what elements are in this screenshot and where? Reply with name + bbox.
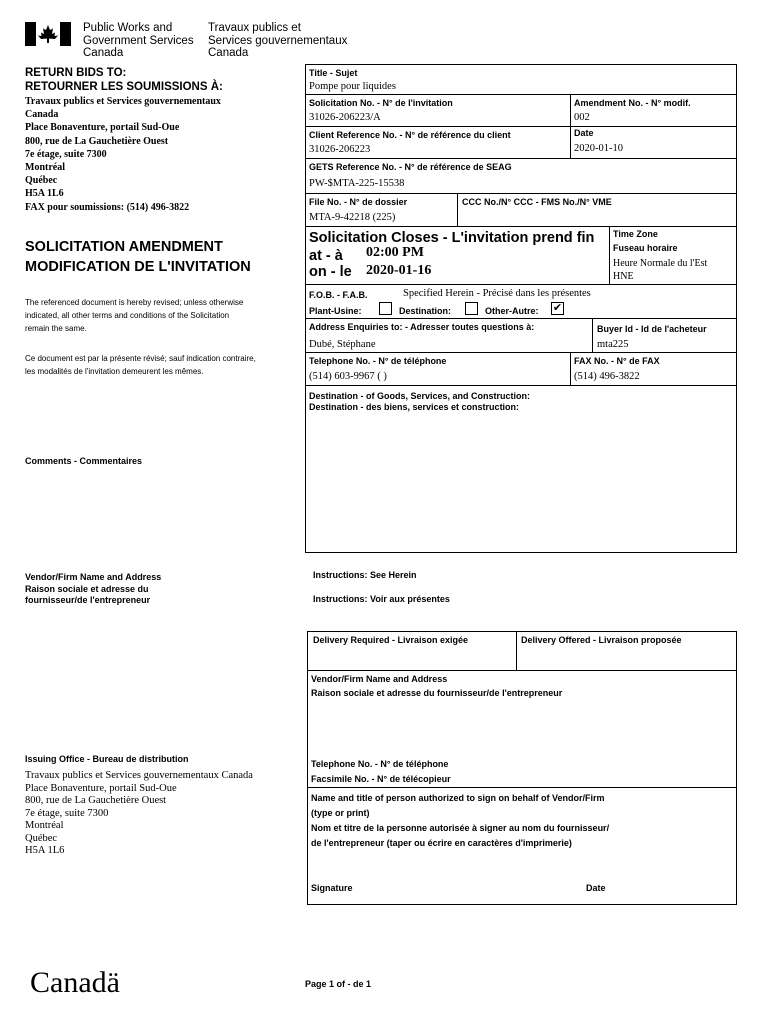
- signature-label: Signature: [311, 883, 353, 893]
- closing-time-value: 02:00 PM: [366, 245, 424, 260]
- return-bids-address: [25, 95, 295, 214]
- amendment-no-value: 002: [574, 112, 590, 123]
- return-bids-block: [25, 66, 295, 214]
- destination-label: Destination:: [399, 306, 452, 316]
- solicitation-closes-heading: Solicitation Closes - L'invitation prend fin: [309, 230, 595, 246]
- plant-usine-label: Plant-Usine:: [309, 306, 362, 316]
- department-name-fr: [208, 22, 347, 60]
- address-enquiries-label: Address Enquiries to: - Adresser toutes questions à:: [309, 322, 535, 332]
- canada-wordmark: Canadä: [30, 966, 120, 999]
- date-label: Date: [574, 128, 594, 138]
- dept-fr-line: Services gouvernementaux: [208, 34, 348, 47]
- address-line: Place Bonaventure, portail Sud-Oue: [25, 122, 180, 134]
- title-label: Title - Sujet: [309, 68, 358, 78]
- instructions-en: Instructions: See Herein: [313, 570, 417, 580]
- auth-line: de l'entrepreneur (taper ou écrire en caractères d'imprimerie): [311, 838, 572, 848]
- vendor-label-line: fournisseur/de l'entrepreneur: [25, 595, 151, 605]
- address-line: Canada: [25, 109, 59, 121]
- solicitation-no-label: Solicitation No. - N° de l'invitation: [309, 98, 453, 108]
- address-line: 7e étage, suite 7300: [25, 148, 107, 160]
- time-zone-label-en: Time Zone: [613, 229, 658, 239]
- buyer-id-label: Buyer Id - Id de l'acheteur: [597, 324, 707, 334]
- notice-line: les modalités de l'invitation demeurent les mêmes.: [25, 367, 204, 376]
- address-line: H5A 1L6: [25, 188, 64, 200]
- client-ref-label: Client Reference No. - N° de référence du client: [309, 130, 511, 140]
- gets-ref-label: GETS Reference No. - N° de référence de SEAG: [309, 162, 512, 172]
- address-line: H5A 1L6: [25, 845, 65, 856]
- signature-date-label: Date: [586, 883, 606, 893]
- return-bids-title-en: RETURN BIDS TO:: [25, 67, 127, 79]
- ccc-no-label: CCC No./N° CCC - FMS No./N° VME: [462, 197, 612, 207]
- document-title-en: SOLICITATION AMENDMENT: [25, 239, 223, 255]
- address-line: Travaux publics et Services gouvernementaux: [25, 96, 221, 107]
- time-zone-value: Heure Normale du l'Est: [613, 258, 708, 269]
- comments-label: Comments - Commentaires: [25, 456, 143, 466]
- issuing-office-block: [25, 754, 253, 858]
- auth-line: Name and title of person authorized to sign on behalf of Vendor/Firm: [311, 793, 605, 803]
- address-line: Montréal: [25, 162, 65, 174]
- destination-goods-label-fr: Destination - des biens, services et construction:: [309, 402, 520, 412]
- issuing-office-address: [25, 770, 253, 858]
- vendor-address-label: [25, 572, 161, 607]
- address-line: 7e étage, suite 7300: [25, 807, 109, 819]
- address-line: Québec: [25, 175, 58, 187]
- document-title: [25, 237, 251, 277]
- other-autre-label: Other-Autre:: [485, 306, 539, 316]
- document-title-fr: MODIFICATION DE L'INVITATION: [25, 259, 251, 275]
- address-line: Place Bonaventure, portail Sud-Oue: [25, 782, 177, 794]
- address-enquiries-value: Dubé, Stéphane: [309, 339, 376, 350]
- auth-line: Nom et titre de la personne autorisée à signer au nom du fournisseur/: [311, 823, 610, 833]
- return-bids-title-fr: RETOURNER LES SOUMISSIONS À:: [25, 81, 223, 93]
- date-value: 2020-01-10: [574, 143, 623, 154]
- notice-line: indicated, all other terms and conditions of the Solicitation: [25, 311, 230, 320]
- closes-on-label: on - le: [309, 264, 352, 280]
- vendor-label-line: Raison sociale et adresse du: [25, 583, 149, 594]
- notice-line: Ce document est par la présente révisé; sauf indication contraire,: [25, 354, 256, 363]
- page-number: Page 1 of - de 1: [305, 979, 372, 989]
- plant-usine-checkbox[interactable]: [379, 302, 392, 315]
- address-line: 800, rue de La Gauchetière Ouest: [25, 135, 169, 147]
- other-autre-checkbox[interactable]: ✔: [552, 302, 563, 314]
- revision-notice-fr: [25, 352, 256, 378]
- notice-line: remain the same.: [25, 324, 87, 333]
- vendor-facsimile-label: Facsimile No. - N° de télécopieur: [311, 774, 451, 784]
- address-line: 800, rue de La Gauchetière Ouest: [25, 795, 167, 806]
- vendor-label-line: Vendor/Firm Name and Address: [25, 572, 162, 582]
- vendor-address-label-fr: Raison sociale et adresse du fournisseur/de l'entrepreneur: [311, 688, 563, 698]
- address-line: Montréal: [25, 820, 64, 831]
- destination-goods-label-en: Destination - of Goods, Services, and Construction:: [309, 391, 531, 401]
- auth-line: (type or print): [311, 808, 370, 818]
- department-name-en: [83, 22, 194, 60]
- dept-en-line: Canada: [83, 47, 124, 59]
- delivery-required-label: Delivery Required - Livraison exigée: [313, 635, 469, 645]
- time-zone-label-fr: Fuseau horaire: [613, 243, 678, 253]
- solicitation-no-value: 31026-206223/A: [309, 112, 381, 123]
- file-no-value: MTA-9-42218 (225): [309, 212, 396, 223]
- issuing-office-label: Issuing Office - Bureau de distribution: [25, 754, 189, 764]
- gets-ref-value: PW-$MTA-225-15538: [309, 178, 405, 189]
- vendor-name-label: Vendor/Firm Name and Address: [311, 674, 448, 684]
- time-zone-abbrev: HNE: [613, 271, 634, 282]
- fax-for-bids: FAX pour soumissions: (514) 496-3822: [25, 201, 190, 213]
- title-value: Pompe pour liquides: [309, 81, 396, 92]
- buyer-id-value: mta225: [597, 339, 629, 350]
- dept-en-line: Public Works and: [83, 22, 173, 34]
- fax-label: FAX No. - N° de FAX: [574, 356, 660, 366]
- amendment-no-label: Amendment No. - N° modif.: [574, 98, 691, 108]
- vendor-telephone-label: Telephone No. - N° de téléphone: [311, 759, 449, 769]
- instructions-fr: Instructions: Voir aux présentes: [313, 594, 450, 604]
- closing-date-value: 2020-01-16: [366, 263, 432, 278]
- file-no-label: File No. - N° de dossier: [309, 197, 408, 207]
- fob-label: F.O.B. - F.A.B.: [309, 290, 368, 300]
- destination-checkbox[interactable]: [465, 302, 478, 315]
- revision-notice-en: [25, 296, 243, 335]
- dept-en-line: Government Services: [83, 34, 194, 47]
- dept-fr-line: Canada: [208, 47, 249, 59]
- closes-at-label: at - à: [309, 248, 343, 264]
- fob-value: Specified Herein - Précisé dans les présentes: [403, 288, 591, 299]
- canada-flag-icon: [25, 22, 71, 46]
- address-line: Travaux publics et Services gouvernementaux Canada: [25, 770, 253, 781]
- telephone-label: Telephone No. - N° de téléphone: [309, 356, 447, 366]
- fax-value: (514) 496-3822: [574, 371, 640, 382]
- telephone-value: (514) 603-9967 ( ): [309, 371, 387, 382]
- authorized-person-label: [311, 791, 609, 851]
- delivery-offered-label: Delivery Offered - Livraison proposée: [521, 635, 682, 645]
- client-ref-value: 31026-206223: [309, 144, 371, 155]
- dept-fr-line: Travaux publics et: [208, 22, 301, 34]
- notice-line: The referenced document is hereby revised; unless otherwise: [25, 298, 244, 307]
- address-line: Québec: [25, 832, 58, 844]
